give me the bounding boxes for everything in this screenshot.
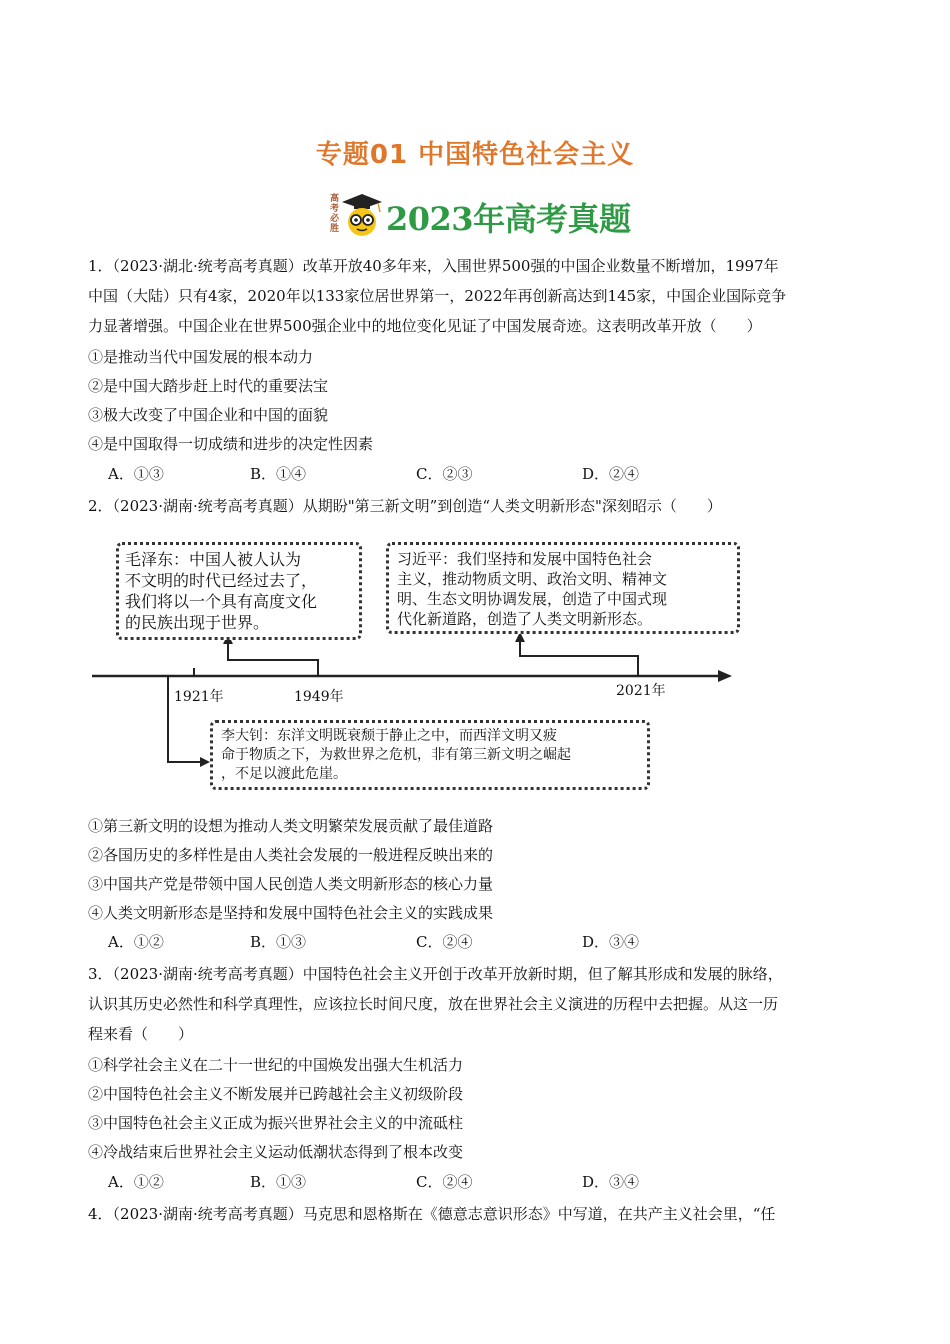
q3-line-3: 程来看（ ） [88,1025,194,1043]
q1-line-2: 中国（大陆）只有4家，2020年以133家位居世界第一，2022年再创新高达到145家，中国企业国际竞争 [88,287,787,305]
q2-option-d[interactable]: D．③④ [582,933,640,951]
q3-statement-4: ④冷战结束后世界社会主义运动低潮状态得到了根本改变 [88,1143,464,1161]
q3-option-d[interactable]: D．③④ [582,1173,640,1191]
timeline-diagram [88,530,748,800]
q2-statement-3: ③中国共产党是带领中国人民创造人类文明新形态的核心力量 [88,875,494,893]
banner-title: 2023年高考真题 [386,200,631,238]
q1-statement-1: ①是推动当代中国发展的根本动力 [88,348,314,366]
q3-option-c[interactable]: C．②④ [416,1173,473,1191]
q1-option-d[interactable]: D．②④ [582,465,640,483]
q3-statement-2: ②中国特色社会主义不断发展并已跨越社会主义初级阶段 [88,1085,464,1103]
arrow-2021-to-xi [520,640,638,676]
q4-line-1: 4．（2023·湖南·统考高考真题）马克思和恩格斯在《德意志意识形态》中写道，在共产主义社会里，“任 [88,1205,776,1223]
exam-banner [326,192,631,238]
quote-li-text: 李大钊：东洋文明既衰颓于静止之中，而西洋文明又疲 命于物质之下，为救世界之危机，非有第三新文明之崛起 ，不足以渡此危崖。 [221,728,571,782]
q1-statement-3: ③极大改变了中国企业和中国的面貌 [88,406,329,424]
q3-statement-1: ①科学社会主义在二十一世纪的中国焕发出强大生机活力 [88,1056,464,1074]
q3-line-2: 认识其历史必然性和科学真理性，应该拉长时间尺度，放在世界社会主义演进的历程中去把握。从这一历 [88,995,779,1013]
q2-statement-1: ①第三新文明的设想为推动人类文明繁荣发展贡献了最佳道路 [88,817,494,835]
quote-box-xi [386,542,740,634]
q1-statement-4: ④是中国取得一切成绩和进步的决定性因素 [88,435,374,453]
page-title: 专题01 中国特色社会主义 [315,140,635,170]
timeline-axis-arrowhead [718,670,732,682]
banner-side-text: 高考必胜 [330,194,340,234]
year-1949: 1949年 [294,689,344,705]
graduate-mascot-icon [340,192,384,238]
q1-line-3: 力显著增强。中国企业在世界500强企业中的地位变化见证了中国发展奇迹。这表明改革开放（ ） [88,317,762,335]
q1-statement-2: ②是中国大踏步赶上时代的重要法宝 [88,377,329,395]
q3-option-a[interactable]: A．①② [108,1173,164,1191]
year-1921: 1921年 [174,689,224,705]
q3-option-b[interactable]: B．①③ [250,1173,307,1191]
q1-option-b[interactable]: B．①④ [250,465,307,483]
q1-line-1: 1．（2023·湖北·统考高考真题）改革开放40多年来，入围世界500强的中国企业数量不断增加，1997年 [88,257,779,275]
q3-line-1: 3．（2023·湖南·统考高考真题）中国特色社会主义开创于改革开放新时期，但了解其形成和发展的脉络， [88,965,783,983]
year-2021: 2021年 [616,683,666,699]
quote-mao-text: 毛泽东：中国人被人认为 不文明的时代已经过去了， 我们将以一个具有高度文化 的民族出现于世界。 [125,550,318,632]
q2-option-c[interactable]: C．②④ [416,933,473,951]
q3-statement-3: ③中国特色社会主义正成为振兴世界社会主义的中流砥柱 [88,1114,464,1132]
arrow-1949-to-mao [228,642,318,676]
q2-option-b[interactable]: B．①③ [250,933,307,951]
q1-option-c[interactable]: C．②③ [416,465,473,483]
quote-xi-text: 习近平：我们坚持和发展中国特色社会 主义，推动物质文明、政治文明、精神文 明、生态文明协调发展，创造了中国式现 代化新道路，创造了人类文明新形态。 [397,550,668,628]
q2-statement-4: ④人类文明新形态是坚持和发展中国特色社会主义的实践成果 [88,904,494,922]
quote-box-mao [116,542,362,640]
q2-statement-2: ②各国历史的多样性是由人类社会发展的一般进程反映出来的 [88,846,494,864]
q2-line-1: 2．（2023·湖南·统考高考真题）从期盼"第三新文明”到创造“人类文明新形态"深刻昭示（ ） [88,497,722,515]
q1-option-a[interactable]: A．①③ [108,465,164,483]
q2-option-a[interactable]: A．①② [108,933,164,951]
quote-box-li [210,720,650,790]
